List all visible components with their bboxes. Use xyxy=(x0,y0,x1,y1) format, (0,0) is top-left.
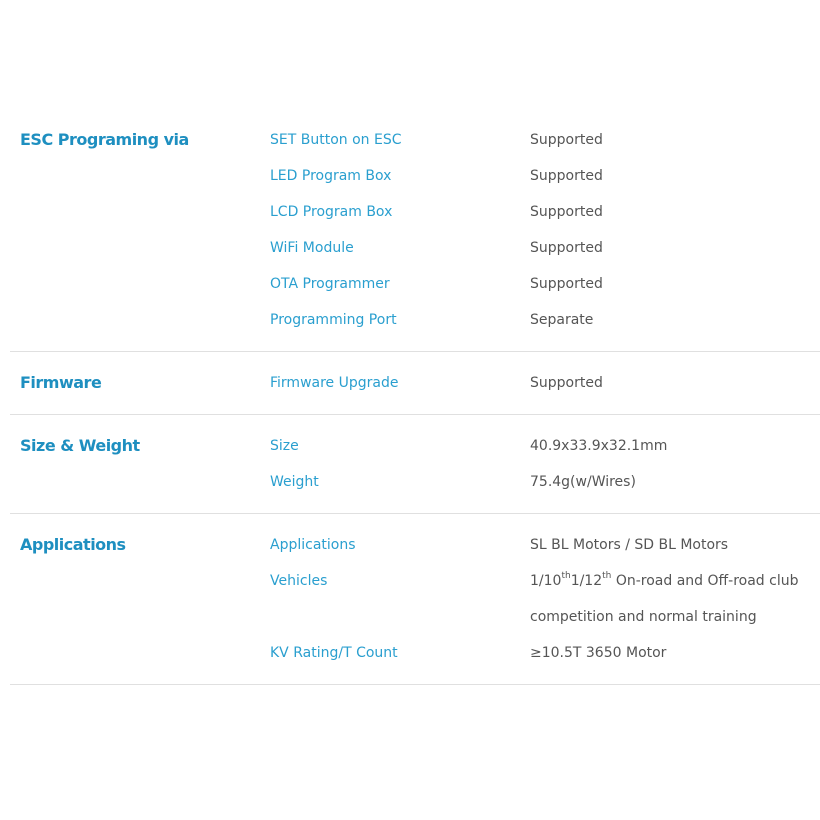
spec-row xyxy=(10,302,820,338)
spec-row xyxy=(10,635,820,671)
spec-row xyxy=(10,266,820,302)
spec-value: Separate xyxy=(530,312,594,328)
spec-label: Size xyxy=(270,438,299,454)
section-size-weight xyxy=(10,415,820,514)
spec-row xyxy=(10,464,820,500)
spec-label: Vehicles xyxy=(270,573,328,589)
section-rows xyxy=(10,428,820,500)
spec-label: OTA Programmer xyxy=(270,276,390,292)
spec-value: Supported xyxy=(530,168,603,184)
section-rows xyxy=(10,365,820,401)
spec-value: Supported xyxy=(530,204,603,220)
spec-table xyxy=(10,122,820,685)
section-esc-programming xyxy=(10,122,820,352)
spec-row xyxy=(10,563,820,635)
value-part: 1/10 xyxy=(530,573,562,589)
value-part: 1/12 xyxy=(570,573,603,589)
section-title: ESC Programing via xyxy=(20,130,189,149)
spec-row xyxy=(10,158,820,194)
section-applications xyxy=(10,514,820,685)
spec-row xyxy=(10,527,820,563)
spec-value: SL BL Motors / SD BL Motors xyxy=(530,537,729,553)
spec-label: KV Rating/T Count xyxy=(270,645,398,661)
spec-value xyxy=(530,563,815,635)
spec-label: Programming Port xyxy=(270,312,397,328)
section-rows xyxy=(10,527,820,671)
spec-label: Firmware Upgrade xyxy=(270,375,399,391)
spec-label: Weight xyxy=(270,474,319,490)
section-rows xyxy=(10,122,820,338)
spec-label: SET Button on ESC xyxy=(270,132,402,148)
spec-row xyxy=(10,365,820,401)
spec-value: 40.9x33.9x32.1mm xyxy=(530,438,668,454)
spec-value: Supported xyxy=(530,240,603,256)
spec-row xyxy=(10,428,820,464)
spec-row xyxy=(10,194,820,230)
spec-row xyxy=(10,230,820,266)
spec-label: LCD Program Box xyxy=(270,204,393,220)
value-superscript: th xyxy=(561,571,571,582)
value-part: On-road and Off-road club competition and normal training xyxy=(530,573,799,625)
spec-value: Supported xyxy=(530,375,603,391)
section-title: Applications xyxy=(20,535,126,554)
spec-value: ≥10.5T 3650 Motor xyxy=(530,645,667,661)
spec-label: LED Program Box xyxy=(270,168,392,184)
section-title: Size & Weight xyxy=(20,436,140,455)
spec-value: 75.4g(w/Wires) xyxy=(530,474,636,490)
spec-value: Supported xyxy=(530,276,603,292)
spec-label: Applications xyxy=(270,537,356,553)
spec-label: WiFi Module xyxy=(270,240,354,256)
section-firmware xyxy=(10,352,820,415)
spec-row xyxy=(10,122,820,158)
spec-value: Supported xyxy=(530,132,603,148)
value-superscript: th xyxy=(602,571,612,582)
section-title: Firmware xyxy=(20,373,102,392)
